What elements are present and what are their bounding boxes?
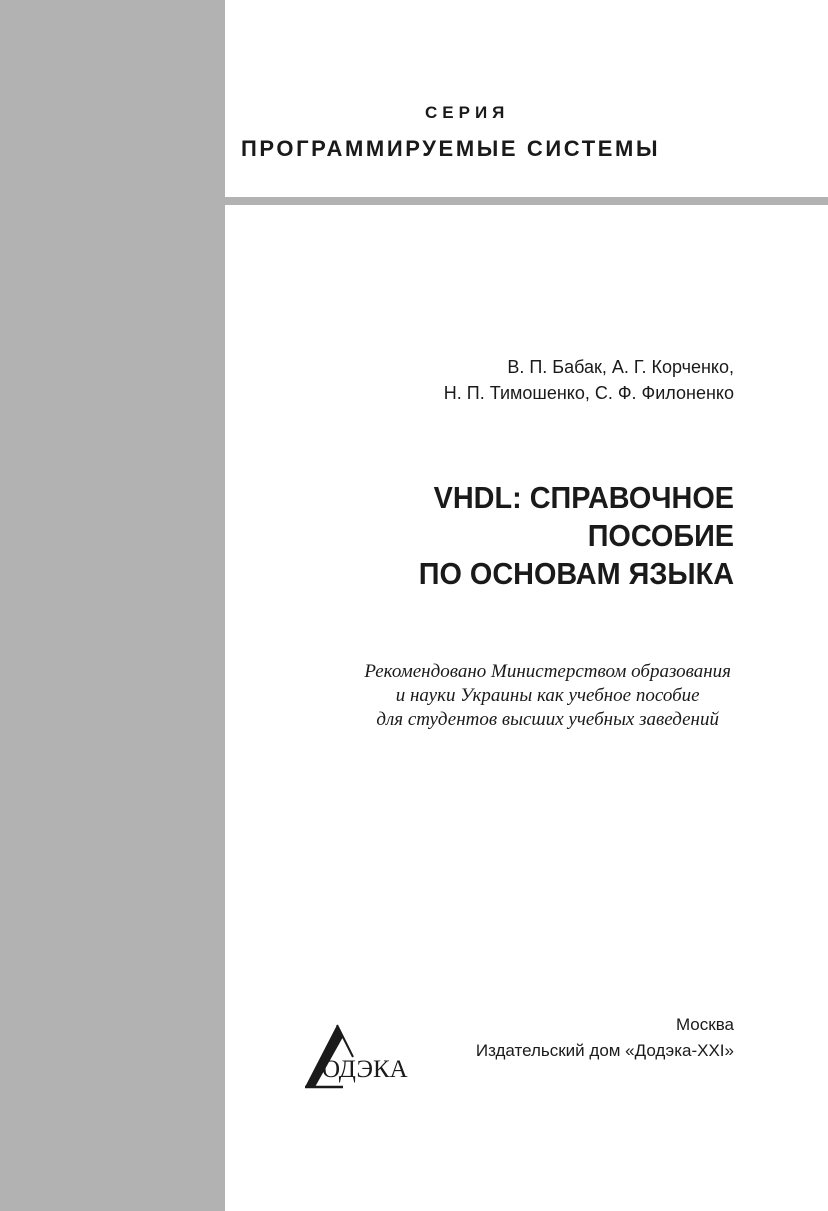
recommendation-line: для студентов высших учебных заведений — [376, 709, 719, 730]
publisher-logo — [303, 1023, 415, 1089]
recommendation-note — [364, 660, 731, 732]
logo-text: ОДЭКА — [322, 1056, 408, 1083]
series-label: СЕРИЯ — [425, 103, 510, 122]
authors-line: Н. П. Тимошенко, С. Ф. Филоненко — [443, 383, 734, 403]
imprint-publisher: Издательский дом «Додэка-XXI» — [475, 1041, 734, 1060]
book-title — [419, 479, 734, 593]
series-divider — [225, 197, 828, 205]
series-header — [225, 0, 828, 197]
recommendation-line: Рекомендовано Министерством образования — [364, 661, 731, 682]
authors-line: В. П. Бабак, А. Г. Корченко, — [507, 357, 734, 377]
title-line: VHDL: СПРАВОЧНОЕ — [433, 480, 734, 515]
title-line: ПО ОСНОВАМ ЯЗЫКА — [418, 556, 734, 591]
recommendation-line: и науки Украины как учебное пособие — [395, 685, 700, 706]
imprint — [476, 1012, 734, 1064]
series-name: ПРОГРАММИРУЕМЫЕ СИСТЕМЫ — [241, 136, 661, 161]
title-line: ПОСОБИЕ — [587, 518, 734, 553]
left-gray-band — [0, 0, 225, 1211]
imprint-city: Москва — [675, 1015, 734, 1034]
authors — [444, 354, 734, 406]
